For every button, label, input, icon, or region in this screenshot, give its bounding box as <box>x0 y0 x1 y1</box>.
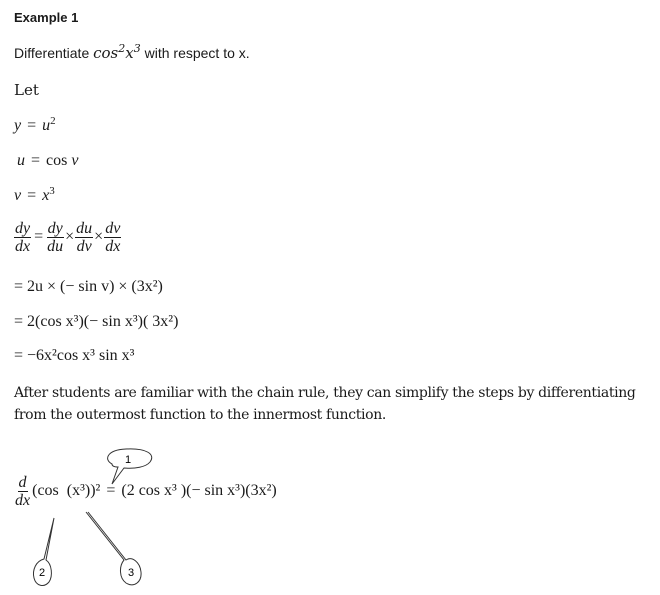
let-label: Let <box>14 81 39 99</box>
step-2: = 2(cos x³)(− sin x³)( 3x²) <box>14 313 179 330</box>
step-3: = −6x²cos x³ sin x³ <box>14 347 135 364</box>
final-lhs-body: (cos (x³))² <box>32 482 101 500</box>
svg-text:2: 2 <box>38 567 46 579</box>
svg-text:3: 3 <box>127 567 135 579</box>
fraction-dy-du: $\frac{dy}{du}$ <box>47 220 64 255</box>
problem-func: cos <box>93 44 119 62</box>
problem-prefix: Differentiate <box>14 45 94 61</box>
definition-u: u = cos v <box>17 152 79 169</box>
fraction-d-dx: $\frac{d}{dx}$ <box>15 474 31 509</box>
explanation-paragraph: After students are familiar with the chain rule, they can simplify the steps by differentiating from the outermost function to the innermost function. <box>14 385 636 423</box>
callout-3 <box>86 512 141 585</box>
fraction-dy-dx: $\frac{dy}{dx}$ <box>15 220 31 255</box>
problem-var: x <box>125 44 134 62</box>
problem-func-power: 2 <box>118 42 126 55</box>
problem-var-power: 3 <box>133 42 141 55</box>
definition-v: $v = x^3$ <box>14 185 55 204</box>
final-equation: $\frac{d}{dx}$ (cos (x³))² = (2 cos x³ )(− sin x³)(3x²) <box>15 474 277 509</box>
step-1: = 2u × (− sin v) × (3x²) <box>14 278 163 295</box>
final-rhs: (2 cos x³ )(− sin x³)(3x²) <box>121 482 277 500</box>
fraction-du-dv: $\frac{du}{dv}$ <box>76 220 93 255</box>
callout-1 <box>108 449 152 484</box>
chain-rule-equation: $\frac{dy}{dx}$ = $\frac{dy}{du}$ × $\frac{du}{dv}$ × $\frac{dv}{dx}$ <box>15 220 121 255</box>
callout-2 <box>33 518 54 585</box>
example-title: Example 1 <box>14 10 79 25</box>
fraction-dv-dx: $\frac{dv}{dx}$ <box>105 220 121 255</box>
problem-suffix: with respect to x. <box>140 45 250 61</box>
definition-y: $y = u^2$ <box>14 115 56 134</box>
svg-text:1: 1 <box>124 454 132 466</box>
